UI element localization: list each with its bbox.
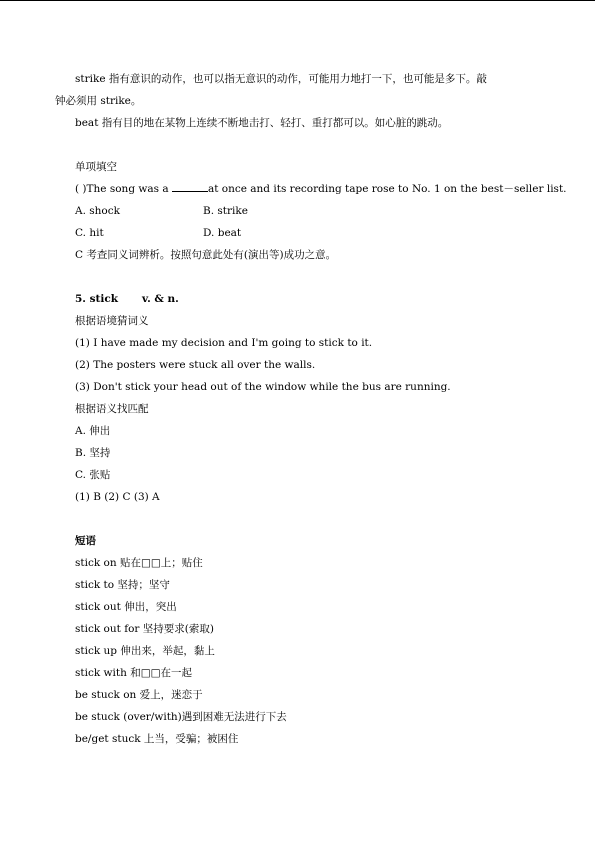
spacer bbox=[75, 508, 545, 530]
options-row-2 bbox=[75, 222, 545, 244]
option-d: D. beat bbox=[203, 227, 242, 239]
phrase-item: be/get stuck 上当，受骗；被困住 bbox=[75, 733, 239, 745]
choice-c: C. 张贴 bbox=[75, 469, 111, 481]
phrase-item: be stuck (over/with)遇到困难无法进行下去 bbox=[75, 711, 287, 723]
section5-word: 5. stick bbox=[75, 293, 119, 305]
exercise-heading: 单项填空 bbox=[75, 161, 117, 173]
option-a: A. shock bbox=[75, 205, 120, 217]
section5-pos: v. & n. bbox=[142, 293, 179, 305]
document-page bbox=[55, 68, 567, 750]
spacer bbox=[75, 134, 545, 156]
match-heading: 根据语义找匹配 bbox=[75, 403, 149, 415]
option-c: C. hit bbox=[75, 227, 104, 239]
spacer bbox=[75, 266, 545, 288]
guess-heading: 根据语境猜词义 bbox=[75, 315, 149, 327]
phrase-item: be stuck on 爱上，迷恋于 bbox=[75, 689, 203, 701]
option-b: B. strike bbox=[203, 205, 248, 217]
phrase-item: stick to 坚持；坚守 bbox=[75, 579, 170, 591]
answer-blank bbox=[172, 180, 208, 192]
match-answers: (1) B (2) C (3) A bbox=[75, 491, 160, 503]
question-start: ( )The song was a bbox=[75, 183, 172, 195]
phrases-heading: 短语 bbox=[75, 535, 96, 547]
options-row-1 bbox=[75, 200, 545, 222]
sentence-3: (3) Don't stick your head out of the window while the bus are running. bbox=[75, 381, 451, 393]
phrase-item: stick out 伸出，突出 bbox=[75, 601, 177, 613]
question-end: at once and its recording tape rose to No. 1 on the best－seller list. bbox=[207, 183, 567, 195]
top-rule bbox=[0, 0, 595, 1]
phrase-item: stick on 贴在□□上；贴住 bbox=[75, 557, 203, 569]
phrase-item: stick up 伸出来，举起，黏上 bbox=[75, 645, 215, 657]
phrase-item: stick with 和□□在一起 bbox=[75, 667, 193, 679]
section5-title bbox=[75, 288, 545, 310]
beat-note: beat 指有目的地在某物上连续不断地击打、轻打、重打都可以。如心脏的跳动。 bbox=[75, 117, 449, 129]
phrase-item: stick out for 坚持要求(索取) bbox=[75, 623, 214, 635]
exercise-question bbox=[75, 178, 567, 200]
choice-b: B. 坚持 bbox=[75, 447, 111, 459]
sentence-1: (1) I have made my decision and I'm going to stick to it. bbox=[75, 337, 373, 349]
strike-note-line-1: strike 指有意识的动作，也可以指无意识的动作，可能用力地打一下，也可能是多下。敲 bbox=[75, 73, 487, 85]
exercise-answer: C 考查同义词辨析。按照句意此处有(演出等)成功之意。 bbox=[75, 249, 337, 261]
strike-note-line-2: 钟必须用 strike。 bbox=[55, 95, 142, 107]
sentence-2: (2) The posters were stuck all over the walls. bbox=[75, 359, 316, 371]
choice-a: A. 伸出 bbox=[75, 425, 111, 437]
